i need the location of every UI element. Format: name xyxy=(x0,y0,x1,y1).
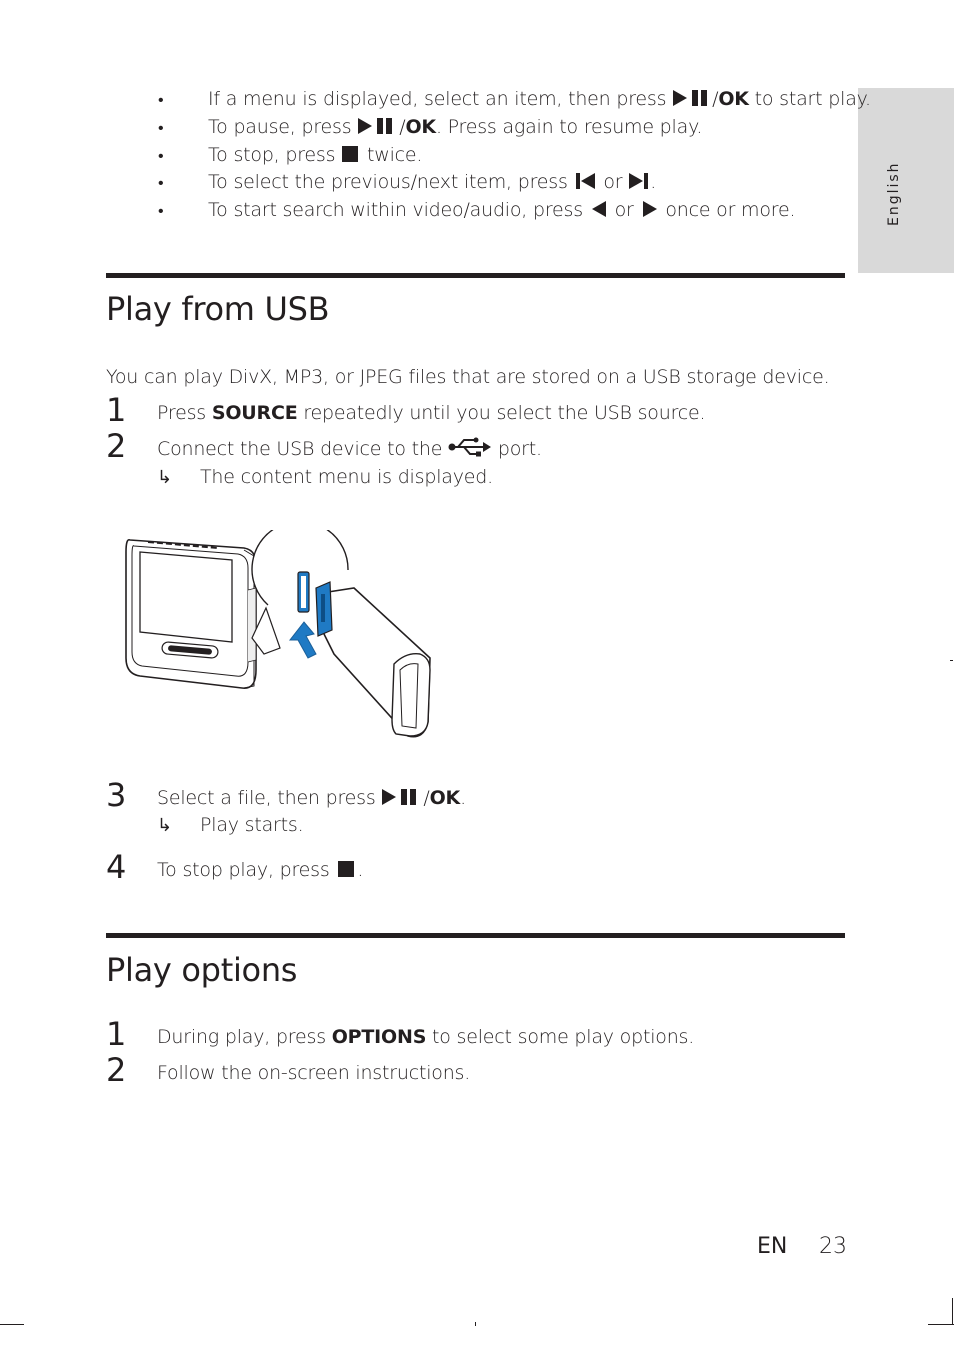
usb-connection-illustration xyxy=(118,530,438,745)
step-number: 4 xyxy=(106,848,127,886)
previous-icon xyxy=(574,172,598,190)
step-text: Connect the USB device to the port. xyxy=(157,438,542,460)
language-tab xyxy=(858,88,954,273)
footer-language: EN xyxy=(757,1234,788,1259)
stop-icon xyxy=(341,145,361,163)
bullet-item: To stop, press twice. xyxy=(208,144,423,166)
step-text: Select a file, then press /OK. xyxy=(157,787,466,809)
crop-mark xyxy=(928,1324,954,1325)
bullet-glyph: • xyxy=(158,201,164,220)
rewind-icon xyxy=(589,200,609,218)
step-result: Play starts. xyxy=(200,814,304,836)
stop-icon xyxy=(335,860,357,878)
step-number: 1 xyxy=(106,1015,127,1053)
section-rule xyxy=(106,933,845,938)
section-intro: You can play DivX, MP3, or JPEG files that are stored on a USB storage device. xyxy=(106,366,830,388)
step-text: During play, press OPTIONS to select some play options. xyxy=(157,1026,695,1048)
step-number: 3 xyxy=(106,776,127,814)
step-number: 2 xyxy=(106,427,127,465)
usb-icon xyxy=(448,437,492,457)
language-tab-label: English xyxy=(886,161,902,226)
step-number: 2 xyxy=(106,1051,127,1089)
step-text: Press SOURCE repeatedly until you select the USB source. xyxy=(157,402,706,424)
bullet-item: To select the previous/next item, press or . xyxy=(208,171,657,193)
play-pause-icon xyxy=(672,89,712,107)
section-title-usb: Play from USB xyxy=(106,290,330,328)
play-pause-icon xyxy=(381,788,423,806)
bullet-item: If a menu is displayed, select an item, then press /OK to start play. xyxy=(208,88,871,110)
section-title-options: Play options xyxy=(106,951,298,989)
play-pause-icon xyxy=(357,117,399,135)
result-arrow: ↳ xyxy=(157,815,172,836)
section-rule xyxy=(106,273,845,278)
crop-mark xyxy=(475,1322,476,1326)
forward-icon xyxy=(640,200,660,218)
bullet-item: To start search within video/audio, press or once or more. xyxy=(208,199,796,221)
page-number: 23 xyxy=(819,1234,847,1259)
result-arrow: ↳ xyxy=(157,467,172,488)
next-icon xyxy=(628,172,650,190)
crop-mark xyxy=(950,660,953,661)
crop-mark xyxy=(952,1298,953,1324)
bullet-glyph: • xyxy=(158,173,164,192)
bullet-item: To pause, press /OK. Press again to resume play. xyxy=(208,116,703,138)
bullet-glyph: • xyxy=(158,146,164,165)
bullet-glyph: • xyxy=(158,90,164,109)
step-result: The content menu is displayed. xyxy=(200,466,493,488)
crop-mark xyxy=(0,1324,24,1325)
step-number: 1 xyxy=(106,391,127,429)
step-text: To stop play, press . xyxy=(157,859,364,881)
step-text: Follow the on-screen instructions. xyxy=(157,1062,471,1084)
bullet-glyph: • xyxy=(158,118,164,137)
